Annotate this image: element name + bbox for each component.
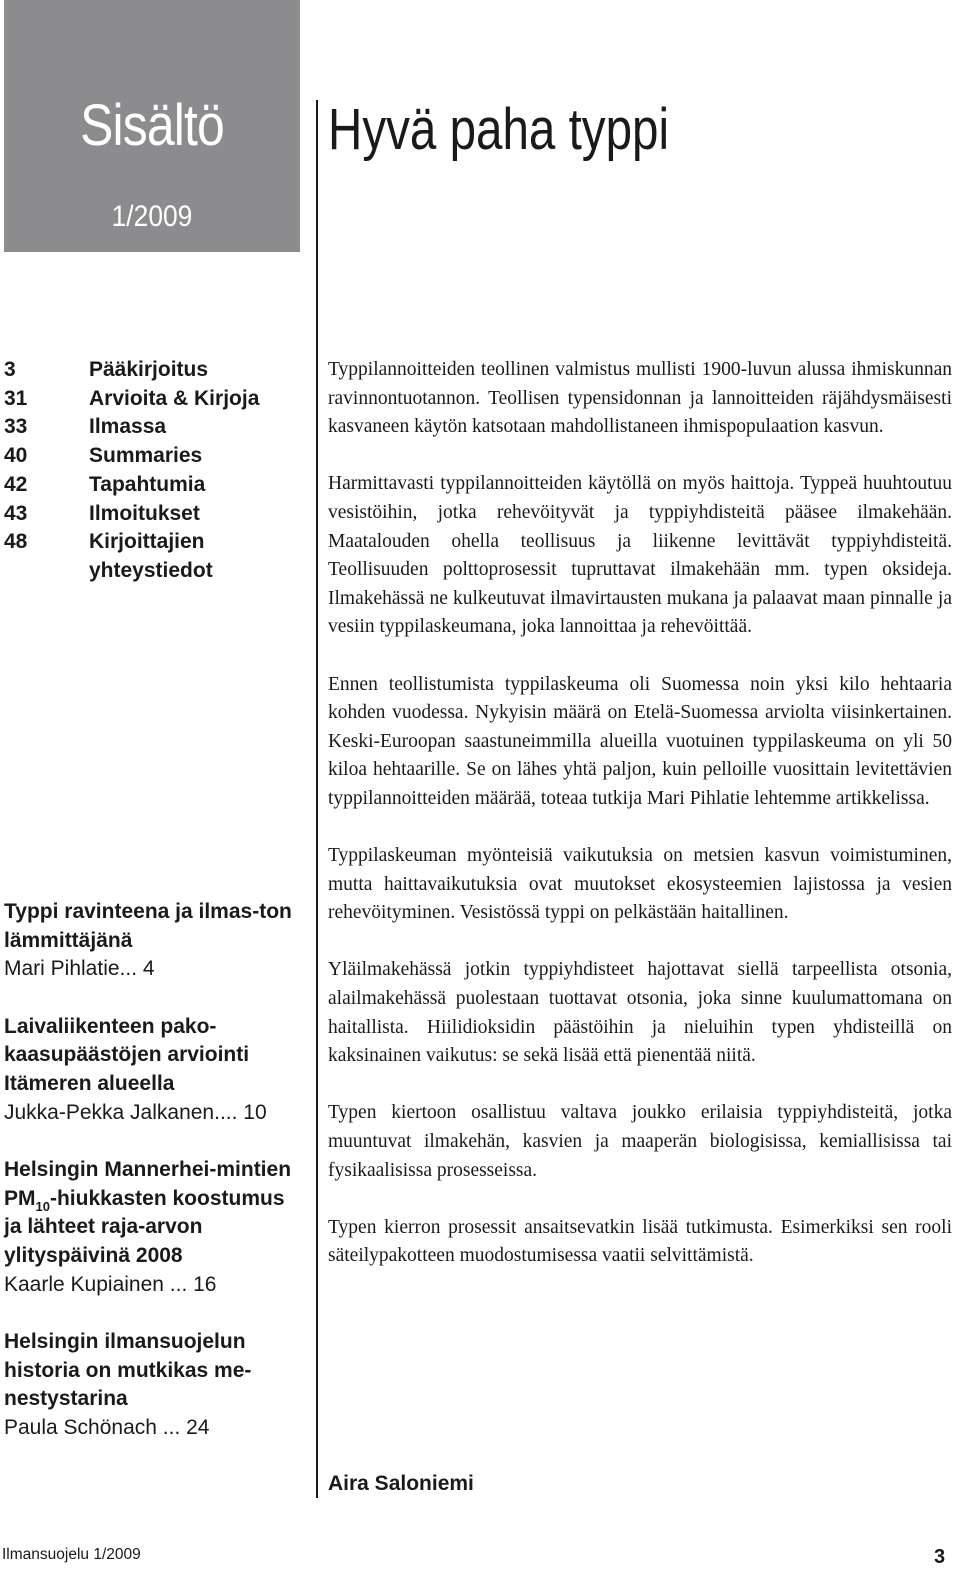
toc-page-number: 40 [4, 444, 28, 468]
toc-page-number: 43 [4, 501, 28, 525]
toc-page-number: 42 [4, 472, 28, 496]
article-paragraph: Yläilmakehässä jotkin typpiyhdisteet hajottavat siellä tarpeellista otsonia, alailmakehässä puolestaan tuottavat otsonia, joka sinne kuulumattomana on haitallista. Hiilidioksidin päästöihin ja nieluihin typen yhdisteillä on kaksinainen vaikutus: se sekä lisää että pienentää niitä. [328, 959, 952, 1067]
subscript-10: 10 [35, 1198, 50, 1214]
toc-label: Kirjoittajien yhteystiedot [89, 530, 213, 582]
toc-row[interactable] [4, 528, 304, 585]
section-title: Sisältö [80, 93, 224, 158]
feature-item[interactable] [4, 898, 302, 984]
toc-label: Ilmassa [89, 415, 167, 439]
feature-author: Mari Pihlatie... 4 [4, 957, 155, 981]
toc-row[interactable] [4, 500, 304, 529]
toc-row[interactable] [4, 442, 304, 471]
editorial-body [328, 356, 952, 1300]
feature-author: Jukka-Pekka Jalkanen.... 10 [4, 1100, 267, 1124]
feature-item[interactable] [4, 1156, 302, 1299]
editorial-author: Aira Saloniemi [328, 1472, 474, 1495]
feature-title [4, 1156, 302, 1270]
footer-publication: Ilmansuojelu 1/2009 [2, 1546, 141, 1563]
toc-label: Ilmoitukset [89, 501, 200, 525]
feature-title-part: Helsingin Mannerhei-mintien PM [4, 1158, 292, 1210]
toc-row[interactable] [4, 471, 304, 500]
toc-row[interactable] [4, 413, 304, 442]
editorial-headline: Hyvä paha typpi [328, 97, 670, 162]
toc-row[interactable] [4, 385, 304, 414]
toc-page-number: 3 [4, 358, 16, 381]
feature-title: Laivaliikenteen pako-kaasupäästöjen arviointi Itämeren alueella [4, 1014, 250, 1095]
feature-author: Paula Schönach ... 24 [4, 1415, 210, 1439]
feature-title-part: -hiukkasten koostumus ja lähteet raja-arvon ylityspäivinä 2008 [4, 1186, 285, 1267]
feature-author: Kaarle Kupiainen ... 16 [4, 1272, 217, 1296]
toc-page-number: 31 [4, 386, 28, 410]
toc-label: Summaries [89, 444, 203, 468]
feature-item[interactable] [4, 1328, 302, 1442]
section-title-box [4, 0, 300, 252]
article-paragraph: Typen kiertoon osallistuu valtava joukko erilaisia typpiyhdisteitä, jotka muuntuvat ilmakehän, kasvien ja maaperän biologisissa, kemiallisissa tai fysikaalisissa prosesseissa. [328, 1102, 952, 1181]
article-paragraph: Typpilaskeuman myönteisiä vaikutuksia on metsien kasvun voimistuminen, mutta haittavaikutuksia ovat muutokset ekosysteemien lajistossa ja vesien rehevöityminen. Vesistössä typpi on pelkästään haitallinen. [328, 845, 952, 924]
toc-page-number: 33 [4, 415, 28, 439]
toc-label: Tapahtumia [89, 472, 206, 496]
toc-row[interactable] [4, 356, 304, 385]
table-of-contents [4, 356, 304, 586]
toc-page-number: 48 [4, 530, 28, 554]
feature-articles [4, 898, 302, 1472]
footer-page-number: 3 [934, 1546, 946, 1568]
article-paragraph: Harmittavasti typpilannoitteiden käytöllä on myös haittoja. Typpeä huuhtoutuu vesistöihin, jotka rehevöityvät ja typpiyhdisteitä pääsee ilmakehään. Maatalouden ohella teollisuus ja liikenne levittävät typpiyhdisteitä. Teollisuuden polttoprosessit tupruttavat ilmakehään mm. typen oksideja. Ilmakehässä ne kulkeutuvat ilmavirtausten mukana ja palaavat maan pinnalle ja vesiin typpilaskeumana, joka lannoittaa ja rehevöittää. [328, 473, 952, 638]
column-divider [316, 100, 318, 1498]
article-paragraph: Ennen teollistumista typpilaskeuma oli Suomessa noin yksi kilo hehtaaria kohden vuodessa. Nykyisin määrä on Etelä-Suomessa arviolta viisinkertainen. Keski-Euroopan saastuneimmilla alueilla vuotuinen typpilaskeuma on yli 50 kiloa hehtaarille. Se on lähes yhtä paljon, kuin pelloille vuosittain levitettävien typpilannoitteiden määrää, toteaa tutkija Mari Pihlatie lehtemme artikkelissa. [328, 673, 952, 809]
feature-item[interactable] [4, 1013, 302, 1127]
toc-label: Pääkirjoitus [89, 358, 209, 381]
toc-label: Arvioita & Kirjoja [89, 386, 260, 410]
feature-title: Typpi ravinteena ja ilmas-ton lämmittäjänä [4, 900, 292, 952]
feature-title: Helsingin ilmansuojelun historia on mutkikas me-nestystarina [4, 1330, 252, 1411]
issue-number: 1/2009 [111, 200, 193, 233]
article-paragraph: Typen kierron prosessit ansaitsevatkin lisää tutkimusta. Esimerkiksi sen rooli säteilypakotteen muodostumisessa vaatii selvittämistä. [328, 1216, 952, 1267]
article-paragraph: Typpilannoitteiden teollinen valmistus mullisti 1900-luvun alussa ihmiskunnan ravinnontuotannon. Teollisen typensidonnan ja lannoitteiden räjähdysmäisesti kasvaneen käytön katsotaan mahdollistaneen ihmispopulaation kasvun. [328, 359, 952, 438]
